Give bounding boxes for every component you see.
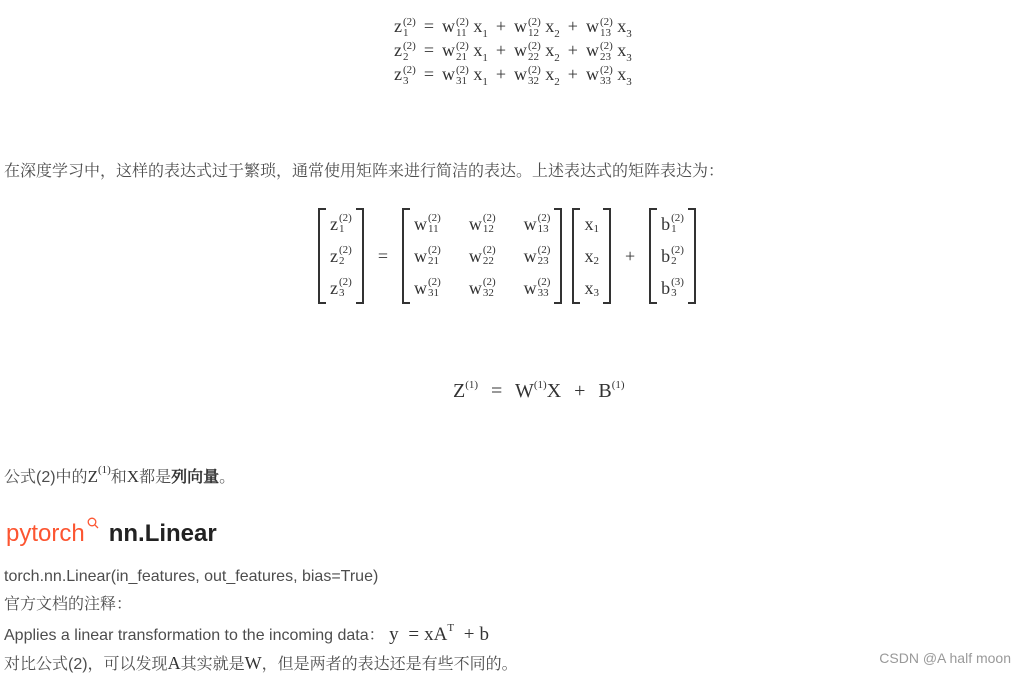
- doc-description: [4, 623, 489, 649]
- z-symbol: Z: [453, 380, 466, 402]
- superscript: (1): [97, 464, 111, 476]
- w-symbol: W: [244, 653, 262, 673]
- x-symbol: X: [546, 380, 562, 402]
- matrix-cell: z (2) 3: [330, 276, 352, 299]
- w-symbol: W: [514, 380, 534, 402]
- equation-system: [394, 14, 632, 86]
- text: 和: [110, 469, 127, 486]
- matrix-cell: x 2: [584, 245, 599, 267]
- heading-title: nn.Linear: [108, 520, 217, 547]
- matrix-cell: w (2) 33: [523, 276, 551, 299]
- equals-sign: =: [377, 245, 388, 266]
- plus-sign: +: [624, 245, 636, 266]
- z-vector: [318, 208, 364, 304]
- matrix-cell: z (2) 2: [330, 244, 352, 267]
- equals-sign: =: [408, 624, 420, 645]
- superscript: (1): [465, 379, 479, 391]
- comparison-paragraph: [4, 651, 518, 677]
- matrix-cell: w (2) 11: [413, 212, 441, 235]
- weight-matrix: [402, 208, 562, 304]
- text: 对比公式(2)，可以发现: [4, 656, 168, 673]
- text: 公式(2)中的: [4, 469, 88, 486]
- transpose-superscript: T: [447, 622, 455, 634]
- superscript: (1): [533, 379, 547, 391]
- lhs: z (2) 2: [394, 39, 416, 63]
- equation-row: z (2) 1 = w (2) 11 $x_1 + w$ (2) 12 $x_2 + w$ (2) 13 $x_3$: [394, 15, 632, 40]
- matrix-cell: w (2) 31: [413, 276, 441, 299]
- matrix-cell: w (2) 21: [413, 244, 441, 267]
- matrix-cell: b (2) 1: [661, 212, 684, 235]
- text: 都是: [139, 469, 172, 486]
- x-symbol: X: [126, 467, 140, 486]
- text: Applies a linear transformation to the incoming data：: [4, 627, 385, 644]
- equals-sign: =: [491, 380, 503, 402]
- matrix-cell: w (2) 32: [468, 276, 496, 299]
- linear-formula: [389, 624, 489, 645]
- equation-row: z (2) 2 = w (2) 21 $x_1 + w$ (2) 22 $x_2 + w$ (2) 23 $x_3$: [394, 39, 632, 64]
- paragraph-column-vectors: [4, 465, 235, 491]
- keyword-link[interactable]: pytorch: [6, 520, 85, 547]
- x-vector: [572, 208, 611, 304]
- search-icon[interactable]: [87, 517, 99, 532]
- lhs: z (2) 1: [394, 15, 416, 39]
- matrix-cell: w (2) 12: [468, 212, 496, 235]
- plus-sign: +: [463, 624, 475, 645]
- watermark: CSDN @A half moon: [879, 650, 1011, 666]
- matrix-equation: [318, 206, 696, 306]
- matrix-cell: w (2) 13: [523, 212, 551, 235]
- text: ，但是两者的表达还是有些不同的。: [261, 656, 518, 673]
- matrix-cell: x 1: [584, 213, 599, 235]
- compact-equation: [453, 380, 625, 403]
- text: 。: [219, 469, 236, 486]
- bold-text: 列向量: [171, 469, 220, 486]
- section-heading: [6, 520, 217, 548]
- function-signature: torch.nn.Linear(in_features, out_features, bias=True): [4, 568, 379, 585]
- z-symbol: Z: [87, 467, 98, 486]
- paragraph-matrix-intro: 在深度学习中，这样的表达式过于繁琐，通常使用矩阵来进行简洁的表达。上述表达式的矩阵表达为：: [4, 163, 725, 180]
- matrix-cell: z (2) 1: [330, 212, 352, 235]
- superscript: (1): [611, 379, 625, 391]
- matrix-cell: b (3) 3: [661, 276, 684, 299]
- doc-note-label: 官方文档的注释：: [4, 596, 133, 613]
- matrix-cell: x 3: [584, 277, 599, 299]
- equation-row: z (2) 3 = w (2) 31 $x_1 + w$ (2) 32 $x_2 + w$ (2) 33 $x_3$: [394, 63, 632, 88]
- matrix-cell: w (2) 23: [523, 244, 551, 267]
- a-symbol: A: [167, 653, 181, 673]
- matrix-cell: w (2) 22: [468, 244, 496, 267]
- b-symbol: B: [598, 380, 612, 402]
- plus-sign: +: [574, 380, 586, 402]
- lhs: z (2) 3: [394, 63, 416, 87]
- b-symbol: b: [479, 624, 490, 645]
- matrix-cell: b (2) 2: [661, 244, 684, 267]
- xa-symbol: xA: [424, 624, 448, 645]
- y-symbol: y: [389, 624, 399, 645]
- text: 其实就是: [180, 656, 245, 673]
- b-vector: [649, 208, 696, 304]
